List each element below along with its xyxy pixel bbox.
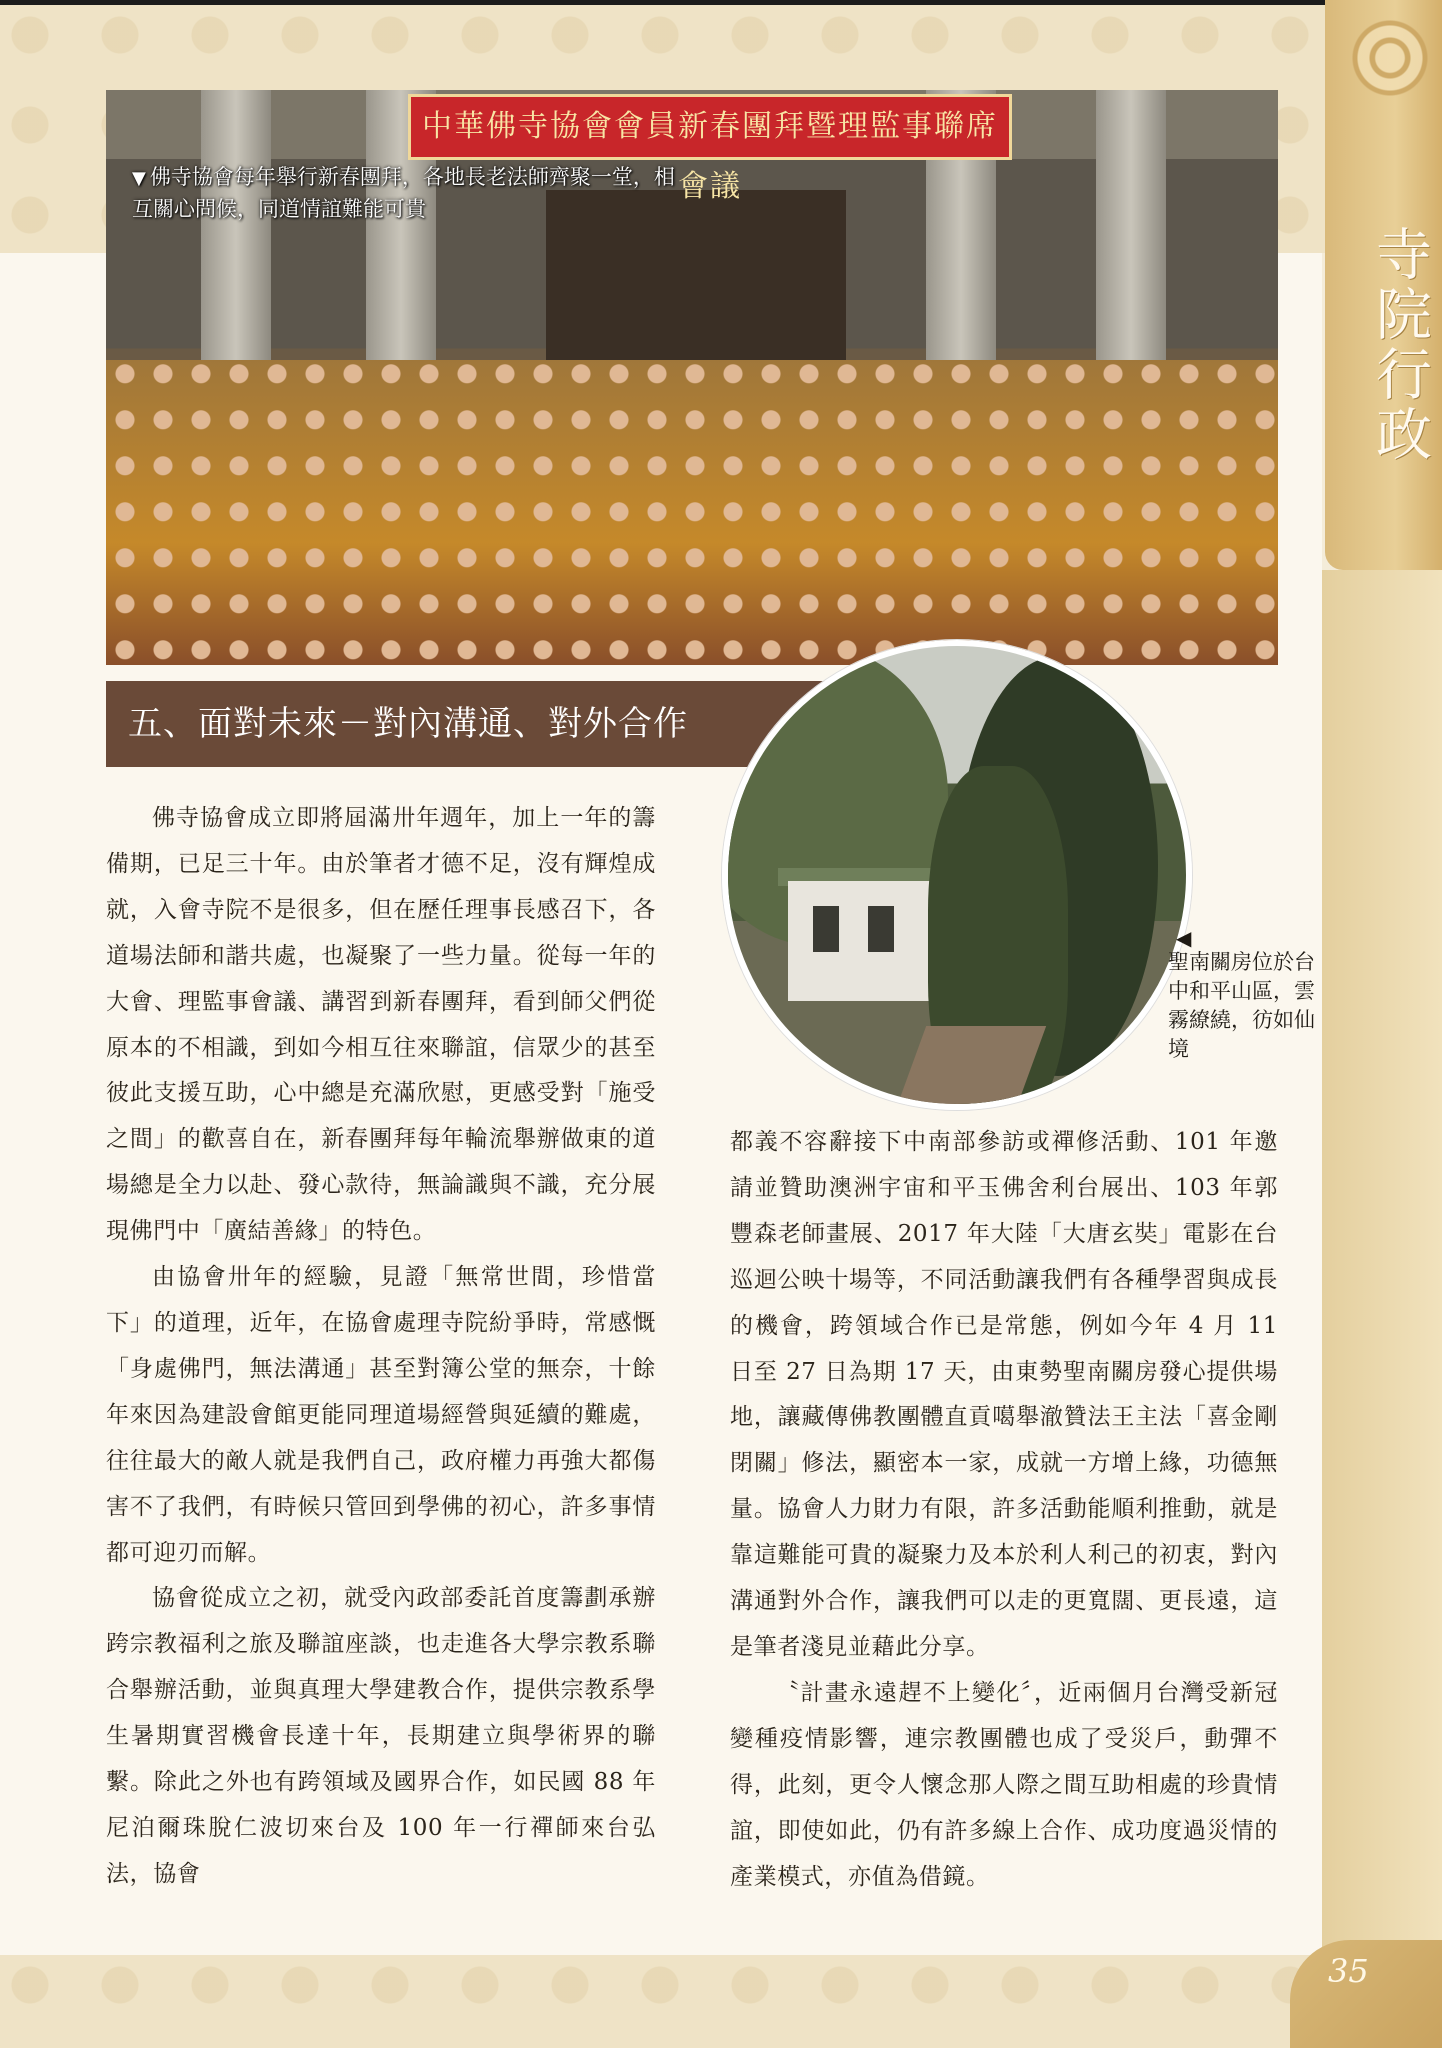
group-photo — [106, 90, 1278, 665]
window — [813, 906, 839, 952]
ornament-icon — [1340, 8, 1440, 108]
section-heading — [106, 681, 836, 767]
circle-photo-caption-text: 聖南關房位於台中和平山區，雲霧繚繞，彷如仙境 — [1168, 950, 1315, 1061]
page-number-tab — [1290, 1940, 1442, 2048]
article-column-left — [106, 796, 656, 1898]
paragraph: 〝計畫永遠趕不上變化〞，近兩個月台灣受新冠變種疫情影響，連宗教團體也成了受災戶，動彈不得，此刻，更令人懷念那人際之間互助相處的珍貴情誼，即使如此，仍有許多線上合作、成功度過災情的產業模式，亦值為借鏡。 — [730, 1679, 1278, 1890]
photo-caption — [132, 162, 692, 224]
group-of-monastics — [106, 360, 1278, 665]
paragraph: 佛寺協會成立即將屆滿卅年週年，加上一年的籌備期，已足三十年。由於筆者才德不足，沒有輝煌成就，入會寺院不是很多，但在歷任理事長感召下，各道場法師和諧共處，也凝聚了一些力量。從每一年的大會、理監事會議、講習到新春團拜，看到師父們從原本的不相識，到如今相互往來聯誼，信眾少的甚至彼此支援互助，心中總是充滿欣慰，更感受對「施受之間」的歡喜自在，新春團拜每年輪流舉辦做東的道場總是全力以赴、發心款待，無論識與不識，充分展現佛門中「廣結善緣」的特色。 — [106, 805, 656, 1245]
category-title: 寺院行政 — [1367, 225, 1432, 465]
paragraph: 協會從成立之初，就受內政部委託首度籌劃承辦跨宗教福利之旅及聯誼座談，也走進各大學宗教系聯合舉辦活動，並與真理大學建教合作，提供宗教系學生暑期實習機會長達十年，長期建立與學術界的聯繫。除此之外也有跨領域及國界合作，如民國 88 年尼泊爾珠脫仁波切來台及 100 年一行禪師來台弘法，協會 — [106, 1585, 656, 1887]
paragraph: 由協會卅年的經驗，見證「無常世間，珍惜當下」的道理，近年，在協會處理寺院紛爭時，常感慨「身處佛門，無法溝通」甚至對簿公堂的無奈，十餘年來因為建設會館更能同理道場經營與延續的難處，往往最大的敵人就是我們自己，政府權力再強大都傷害不了我們，有時候只管回到學佛的初心，許多事情都可迎刃而解。 — [106, 1264, 656, 1566]
triangle-down-icon: ▼ — [132, 168, 146, 189]
circle-photo-caption — [1168, 926, 1318, 1064]
window — [868, 906, 894, 952]
side-stripe — [1322, 570, 1442, 1955]
decorative-pattern-bottom — [0, 1955, 1442, 2048]
article-column-right — [730, 1120, 1278, 1900]
photo-caption-text: 佛寺協會每年舉行新春團拜，各地長老法師齊聚一堂，相互關心問候，同道情誼難能可貴 — [132, 165, 675, 221]
event-banner: 中華佛寺協會會員新春團拜暨理監事聯席會議 — [408, 94, 1012, 160]
page-number: 35 — [1328, 1952, 1369, 1990]
retreat-house-photo — [722, 640, 1192, 1110]
section-heading-text: 五、面對未來－對內溝通、對外合作 — [128, 704, 688, 744]
triangle-left-icon: ◀ — [1176, 926, 1192, 950]
paragraph-continuation: 都義不容辭接下中南部參訪或禪修活動、101 年邀請並贊助澳洲宇宙和平玉佛舍利台展出、103 年郭豐森老師畫展、2017 年大陸「大唐玄奘」電影在台巡迴公映十場等，不同活動讓我們有各種學習與成長的機會，跨領域合作已是常態，例如今年 4 月 11 日至 27 日為期 17 天，由東勢聖南關房發心提供場地，讓藏傳佛教團體直貢噶舉澈贊法王主法「喜金剛閉關」修法，顯密本一家，成就一方增上緣，功德無量。協會人力財力有限，許多活動能順利推動，就是靠這難能可貴的凝聚力及本於利人利己的初衷，對內溝通對外合作，讓我們可以走的更寬闊、更長遠，這是筆者淺見並藉此分享。 — [730, 1129, 1278, 1660]
